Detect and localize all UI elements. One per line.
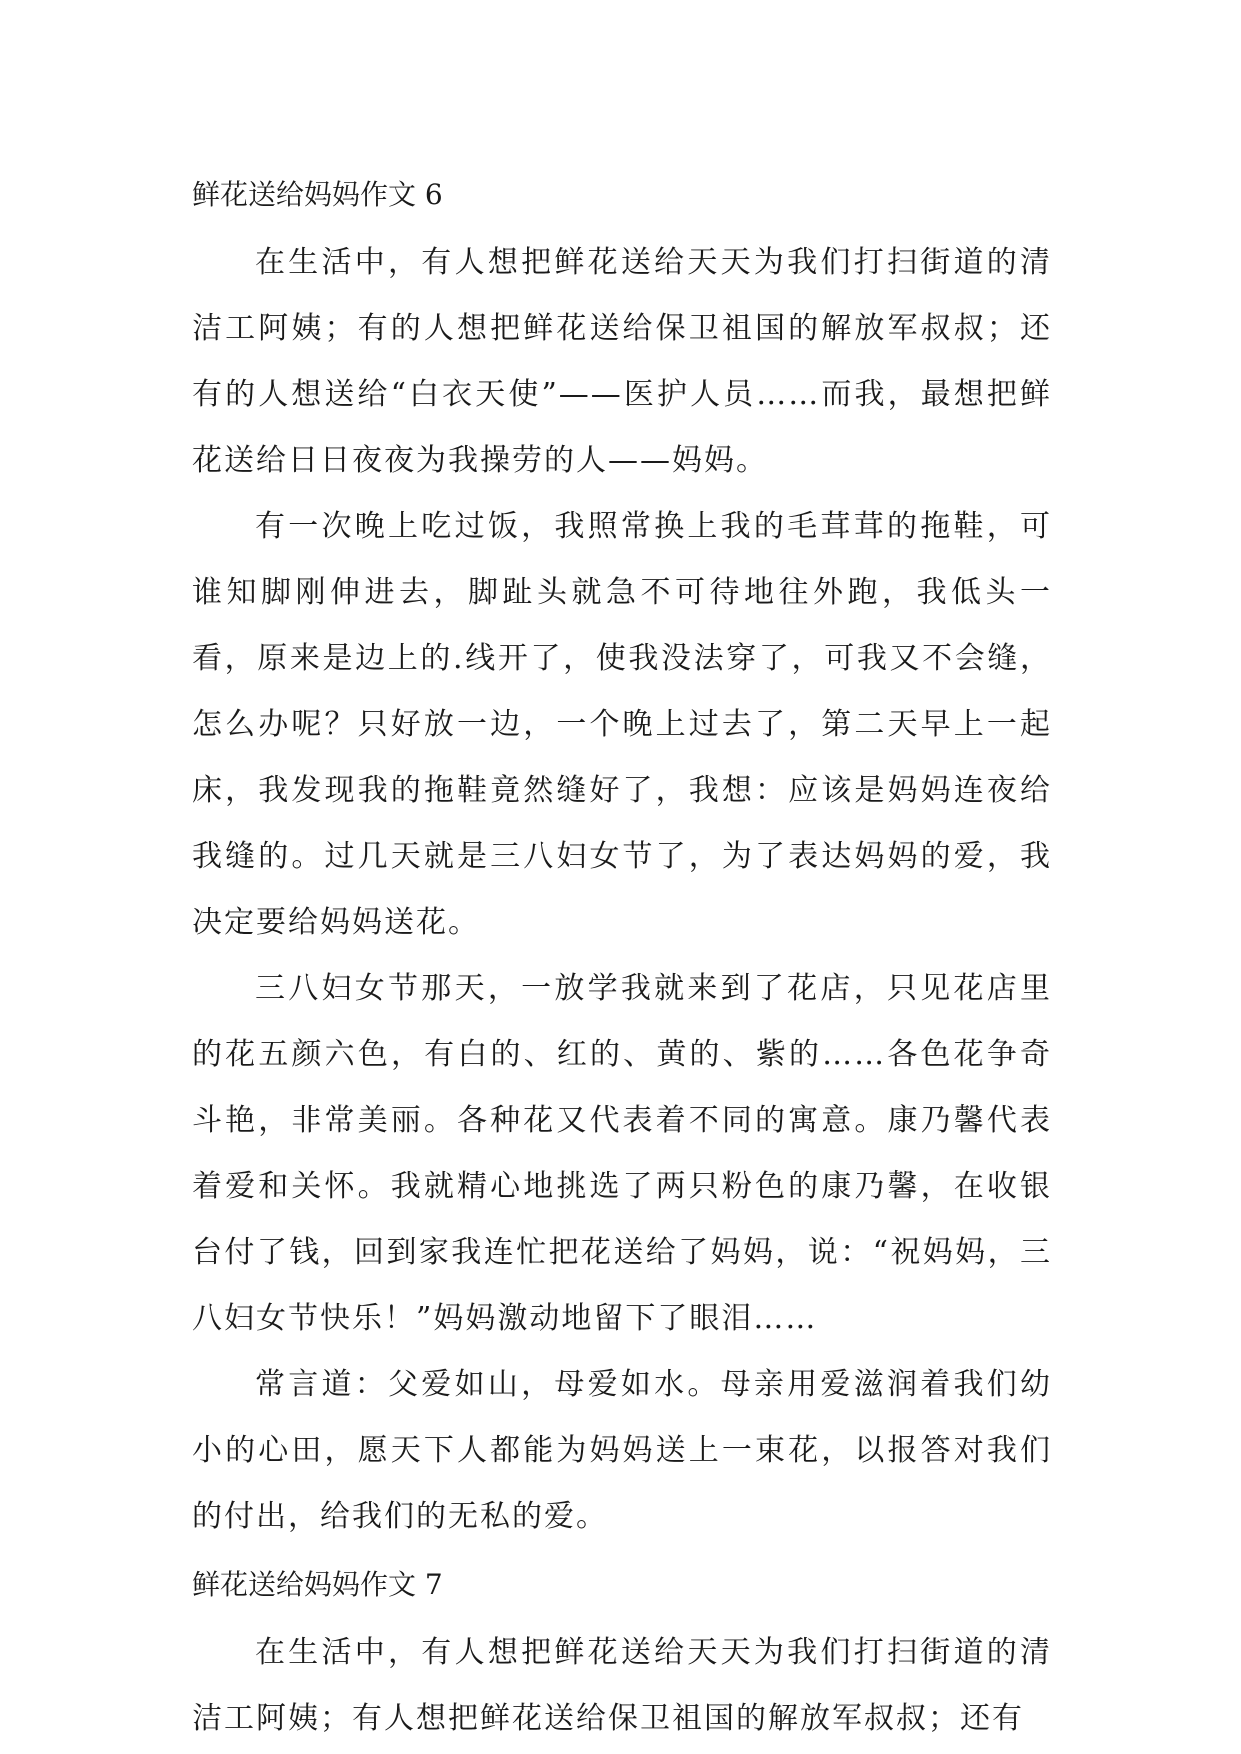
paragraph: 在生活中，有人想把鲜花送给天天为我们打扫街道的清洁工阿姨；有的人想把鲜花送给保卫祖国的解放军叔叔；还有的人想送给“白衣天使”——医护人员……而我，最想把鲜花送给日日夜夜为我操劳的人——妈妈。 [192,245,1052,478]
paragraph: 在生活中，有人想把鲜花送给天天为我们打扫街道的清洁工阿姨；有人想把鲜花送给保卫祖国的解放军叔叔；还有 [192,1635,1052,1736]
section-heading: 鲜花送给妈妈作文 6 [192,178,443,211]
section-heading: 鲜花送给妈妈作文 7 [192,1568,443,1601]
document-page [192,160,1052,1752]
paragraph: 常言道：父爱如山，母爱如水。母亲用爱滋润着我们幼小的心田，愿天下人都能为妈妈送上一束花，以报答对我们的付出，给我们的无私的爱。 [192,1367,1052,1534]
paragraph: 有一次晚上吃过饭，我照常换上我的毛茸茸的拖鞋，可谁知脚刚伸进去，脚趾头就急不可待地往外跑，我低头一看，原来是边上的.线开了，使我没法穿了，可我又不会缝，怎么办呢？只好放一边，一个晚上过去了，第二天早上一起床，我发现我的拖鞋竟然缝好了，我想：应该是妈妈连夜给我缝的。过几天就是三八妇女节了，为了表达妈妈的爱，我决定要给妈妈送花。 [192,509,1052,940]
paragraph: 三八妇女节那天，一放学我就来到了花店，只见花店里的花五颜六色，有白的、红的、黄的、紫的……各色花争奇斗艳，非常美丽。各种花又代表着不同的寓意。康乃馨代表着爱和关怀。我就精心地挑选了两只粉色的康乃馨，在收银台付了钱，回到家我连忙把花送给了妈妈，说：“祝妈妈，三八妇女节快乐！”妈妈激动地留下了眼泪…… [192,971,1052,1336]
